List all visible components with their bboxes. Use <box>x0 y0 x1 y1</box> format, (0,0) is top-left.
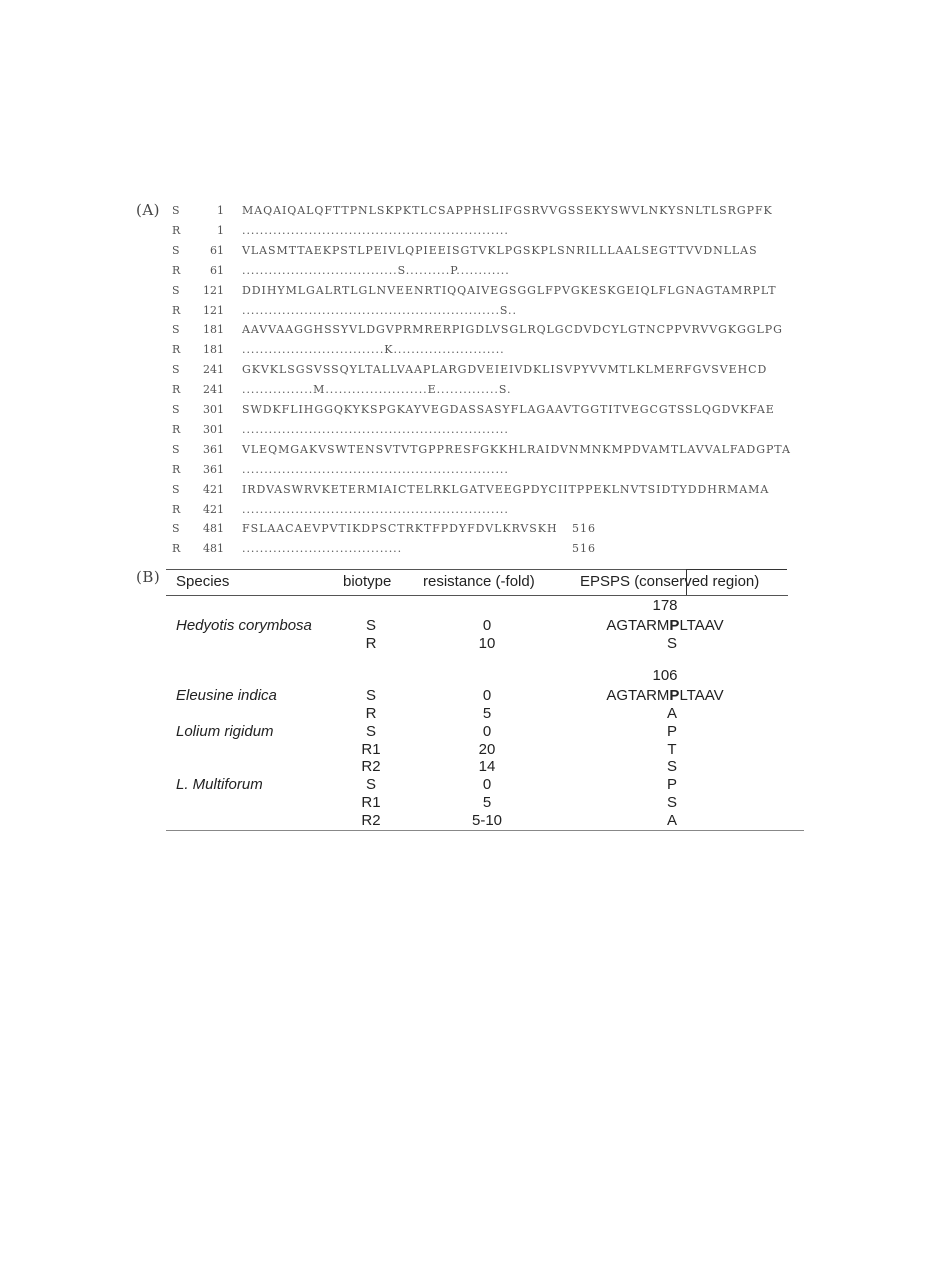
row-biotype: R <box>172 263 181 277</box>
alignment-row <box>0 363 941 383</box>
row-start-position: 361 <box>203 442 224 456</box>
row-start-position: 481 <box>203 522 224 536</box>
row-sequence: ............................................................ <box>242 462 509 476</box>
alignment-row <box>0 264 941 284</box>
epsps-residue-cell: S <box>666 634 677 652</box>
row-start-position: 121 <box>203 303 224 317</box>
row-start-position: 181 <box>203 323 224 337</box>
alignment-row <box>0 423 941 443</box>
biotype-cell: R1 <box>361 740 381 758</box>
row-biotype: R <box>172 542 181 556</box>
row-end-position: 516 <box>572 542 596 556</box>
epsps-position-number: 106 <box>652 667 678 685</box>
alignment-row <box>0 443 941 463</box>
alignment-row <box>0 383 941 403</box>
row-biotype: R <box>172 502 181 516</box>
epsps-position-number: 178 <box>652 597 678 614</box>
epsps-residue-cell: P <box>666 776 677 794</box>
resistance-cell: 0 <box>482 616 492 634</box>
header-resistance: resistance (-fold) <box>423 573 535 590</box>
alignment-row <box>0 284 941 304</box>
alignment-row <box>0 244 941 264</box>
row-biotype: S <box>172 204 180 217</box>
alignment-row <box>0 542 941 562</box>
header-epsps: EPSPS (conserved region) <box>580 573 760 590</box>
row-biotype: R <box>172 383 181 397</box>
header-biotype: biotype <box>343 573 392 590</box>
row-sequence: GKVKLSGSVSSQYLTALLVAAPLARGDVEIEIVDKLISVPYVVMTLKLMERFGVSVEHCD <box>242 363 768 377</box>
alignment-row <box>0 403 941 423</box>
row-start-position: 1 <box>217 223 224 237</box>
row-biotype: R <box>172 343 181 357</box>
row-biotype: S <box>172 442 180 456</box>
row-sequence: ................M.......................E..............S. <box>242 383 512 397</box>
header-bottom-rule <box>166 595 788 596</box>
motif-key-residue: P <box>669 687 680 705</box>
row-sequence: MAQAIQALQFTTPNLSKPKTLCSAPPHSLIFGSRVVGSSEKYSWVLNKYSNLTLSRGPFK <box>242 204 773 217</box>
row-start-position: 241 <box>203 363 224 377</box>
row-biotype: S <box>172 283 180 297</box>
row-start-position: 301 <box>203 422 224 436</box>
motif-prefix: AGTARM <box>606 687 670 705</box>
row-start-position: 241 <box>203 383 224 397</box>
alignment-row <box>0 483 941 503</box>
row-sequence: ................................K......................... <box>242 343 505 357</box>
resistance-cell: 0 <box>482 776 492 794</box>
row-start-position: 361 <box>203 462 224 476</box>
row-end-position: 516 <box>572 522 596 536</box>
motif-suffix: LTAAV <box>679 616 724 634</box>
resistance-cell: 0 <box>482 722 492 740</box>
motif-key-residue: P <box>669 616 680 634</box>
row-sequence: FSLAACAEVPVTIKDPSCTRKTFPDYFDVLKRVSKH <box>242 522 558 536</box>
resistance-table-panel <box>0 565 941 845</box>
resistance-cell: 14 <box>478 758 496 776</box>
alignment-row <box>0 343 941 363</box>
resistance-cell: 20 <box>478 740 496 758</box>
panel-b-label: (B) <box>136 568 161 586</box>
row-biotype: S <box>172 323 180 337</box>
row-start-position: 421 <box>203 502 224 516</box>
row-sequence: DDIHYMLGALRTLGLNVEENRTIQQAIVEGSGGLFPVGKESKGEIQLFLGNAGTAMRPLT <box>242 283 777 297</box>
epsps-residue-cell: T <box>667 740 677 758</box>
biotype-cell: R <box>365 705 377 722</box>
row-start-position: 121 <box>203 283 224 297</box>
row-sequence: VLEQMGAKVSWTENSVTVTGPPRESFGKKHLRAIDVNMNKMPDVAMTLAVVALFADGPTA <box>242 442 791 456</box>
alignment-row <box>0 463 941 483</box>
row-sequence: VLASMTTAEKPSTLPEIVLQPIEEISGTVKLPGSKPLSNRILLLAALSEGTTVVDNLLAS <box>242 243 758 257</box>
header-species: Species <box>176 573 230 590</box>
species-name: Eleusine indica <box>176 687 277 705</box>
row-biotype: R <box>172 223 181 237</box>
sequence-alignment-panel <box>0 0 941 570</box>
alignment-row <box>0 224 941 244</box>
row-biotype: S <box>172 522 180 536</box>
alignment-row <box>0 503 941 523</box>
biotype-cell: R2 <box>361 811 381 829</box>
row-sequence: .................................... <box>242 542 403 556</box>
row-sequence: ...................................S..........P............ <box>242 263 510 277</box>
epsps-motif <box>540 617 790 634</box>
species-name: L. Multiforum <box>176 776 263 794</box>
epsps-residue-cell: S <box>666 794 677 811</box>
species-name: Lolium rigidum <box>176 722 274 740</box>
row-sequence: ............................................................ <box>242 422 509 436</box>
biotype-cell: S <box>365 616 376 634</box>
row-biotype: S <box>172 403 180 416</box>
alignment-row <box>0 304 941 324</box>
epsps-residue-cell: A <box>666 705 677 722</box>
alignment-row <box>0 323 941 343</box>
biotype-cell: R1 <box>361 794 381 811</box>
resistance-cell: 5 <box>482 794 492 811</box>
epsps-residue-cell: P <box>666 722 677 740</box>
row-sequence: IRDVASWRVKETERMIAICTELRKLGATVEEGPDYCIITPPEKLNVTSIDTYDDHRMAMA <box>242 482 770 496</box>
row-biotype: R <box>172 422 181 436</box>
row-biotype: S <box>172 363 180 377</box>
resistance-cell: 10 <box>478 634 496 652</box>
row-start-position: 181 <box>203 343 224 357</box>
panel-a-label: (A) <box>136 201 161 219</box>
biotype-cell: S <box>365 776 376 794</box>
row-start-position: 301 <box>203 403 224 416</box>
resistance-cell: 0 <box>482 687 492 705</box>
row-sequence: ............................................................ <box>242 223 509 237</box>
row-biotype: S <box>172 243 180 257</box>
row-start-position: 421 <box>203 482 224 496</box>
biotype-cell: S <box>365 687 376 705</box>
motif-suffix: LTAAV <box>679 687 724 705</box>
table-top-rule <box>166 569 686 570</box>
row-start-position: 61 <box>210 263 224 277</box>
row-biotype: R <box>172 303 181 317</box>
table-top-rule-right <box>686 569 787 570</box>
row-start-position: 61 <box>210 243 224 257</box>
row-start-position: 481 <box>203 542 224 556</box>
biotype-cell: S <box>365 722 376 740</box>
resistance-cell: 5-10 <box>471 811 503 829</box>
row-biotype: S <box>172 482 180 496</box>
alignment-row <box>0 522 941 542</box>
row-sequence: AAVVAAGGHSSYVLDGVPRMRERPIGDLVSGLRQLGCDVDCYLGTNCPPVRVVGKGGLPG <box>242 323 783 337</box>
species-name: Hedyotis corymbosa <box>176 616 312 634</box>
epsps-motif <box>540 687 790 704</box>
biotype-cell: R <box>365 634 377 652</box>
motif-prefix: AGTARM <box>606 616 670 634</box>
row-biotype: R <box>172 462 181 476</box>
row-sequence: ..........................................................S.. <box>242 303 517 317</box>
row-sequence: ............................................................ <box>242 502 509 516</box>
epsps-residue-cell: S <box>666 758 677 776</box>
biotype-cell: R2 <box>361 758 381 776</box>
alignment-row <box>0 204 941 224</box>
row-start-position: 1 <box>217 204 224 217</box>
row-sequence: SWDKFLIHGGQKYKSPGKAYVEGDASSASYFLAGAAVTGGTITVEGCGTSSLQGDVKFAE <box>242 403 775 416</box>
epsps-residue-cell: A <box>666 811 677 829</box>
resistance-cell: 5 <box>482 705 492 722</box>
table-bottom-rule <box>166 830 804 831</box>
